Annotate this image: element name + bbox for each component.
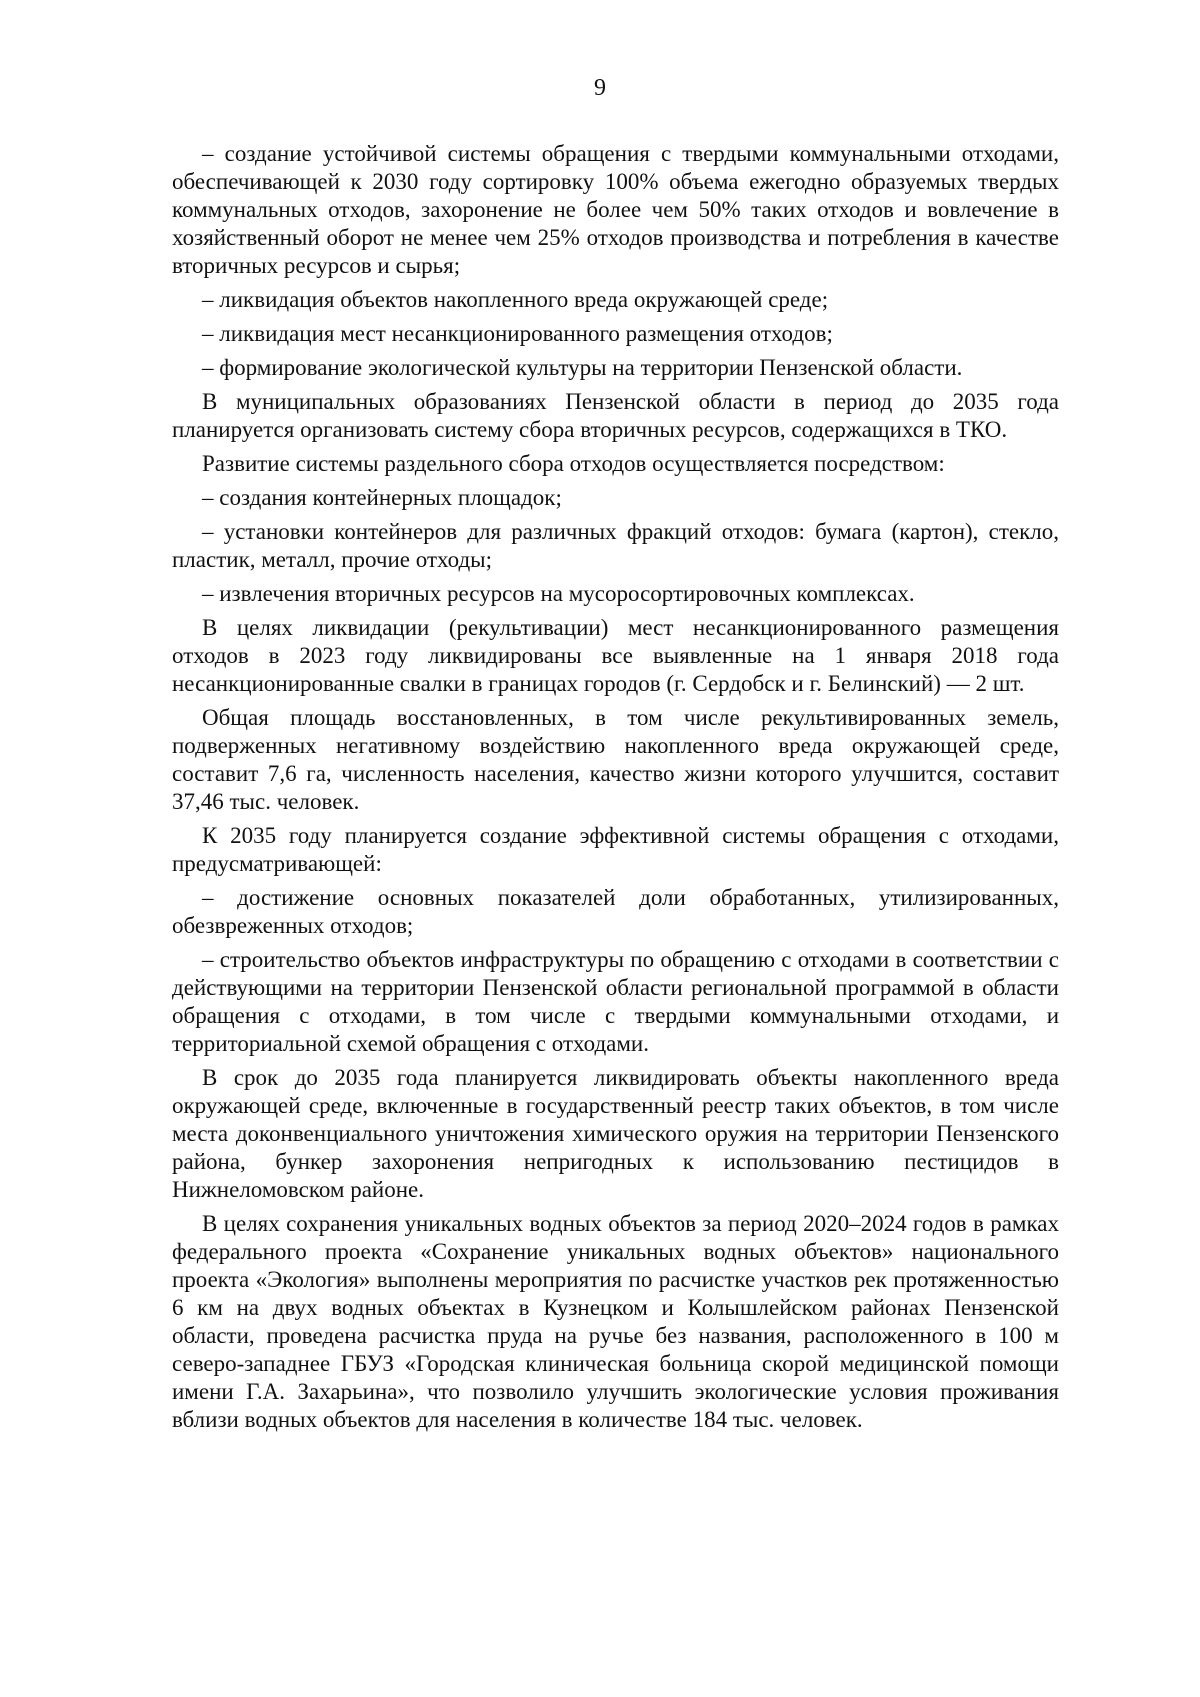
paragraph: – достижение основных показателей доли обработанных, утилизированных, обезвреженных отходов; [172, 885, 1059, 938]
paragraph: – установки контейнеров для различных фракций отходов: бумага (картон), стекло, пластик, металл, прочие отходы; [172, 519, 1059, 572]
paragraph: – создание устойчивой системы обращения с твердыми коммунальными отходами, обеспечивающей к 2030 году сортировку 100% объема ежегодно образуемых твердых коммунальных отходов, захоронение не более чем 50% таких отходов и вовлечение в хозяйственный оборот не менее чем 25% отходов производства и потребления в качестве вторичных ресурсов и сырья; [172, 141, 1059, 278]
paragraph: В целях ликвидации (рекультивации) мест несанкционированного размещения отходов в 2023 году ликвидированы все выявленные на 1 января 2018 года несанкционированные свалки в границах городов (г. Сердобск и г. Белинский) — 2 шт. [172, 615, 1059, 696]
page-number: 9 [594, 75, 606, 101]
paragraph: В целях сохранения уникальных водных объектов за период 2020–2024 годов в рамках федерального проекта «Сохранение уникальных водных объектов» национального проекта «Экология» выполнены мероприятия по расчистке участков рек протяженностью 6 км на двух водных объектах в Кузнецком и Колышлейском районах Пензенской области, проведена расчистка пруда на ручье без названия, расположенного в 100 м северо-западнее ГБУЗ «Городская клиническая больница скорой медицинской помощи имени Г.А. Захарьина», что позволило улучшить экологические условия проживания вблизи водных объектов для населения в количестве 184 тыс. человек. [172, 1211, 1059, 1432]
paragraph: Развитие системы раздельного сбора отходов осуществляется посредством: [202, 451, 945, 476]
paragraph: – ликвидация объектов накопленного вреда окружающей среде; [202, 287, 829, 312]
paragraph: В срок до 2035 года планируется ликвидировать объекты накопленного вреда окружающей среде, включенные в государственный реестр таких объектов, в том числе места доконвенциального уничтожения химического оружия на территории Пензенского района, бункер захоронения непригодных к использованию пестицидов в Нижнеломовском районе. [172, 1065, 1059, 1202]
paragraph: – ликвидация мест несанкционированного размещения отходов; [202, 321, 833, 346]
paragraph: – создания контейнерных площадок; [202, 485, 562, 510]
paragraph: Общая площадь восстановленных, в том числе рекультивированных земель, подверженных негативному воздействию накопленного вреда окружающей среде, составит 7,6 га, численность населения, качество жизни которого улучшится, составит 37,46 тыс. человек. [172, 705, 1059, 814]
paragraph: – формирование экологической культуры на территории Пензенской области. [202, 355, 963, 380]
document-body [172, 140, 1059, 1440]
paragraph: К 2035 году планируется создание эффективной системы обращения с отходами, предусматривающей: [172, 823, 1059, 876]
paragraph: – строительство объектов инфраструктуры по обращению с отходами в соответствии с действующими на территории Пензенской области региональной программой в области обращения с отходами, в том числе с твердыми коммунальными отходами, и территориальной схемой обращения с отходами. [172, 947, 1059, 1056]
paragraph: – извлечения вторичных ресурсов на мусоросортировочных комплексах. [202, 581, 915, 606]
paragraph: В муниципальных образованиях Пензенской области в период до 2035 года планируется организовать систему сбора вторичных ресурсов, содержащихся в ТКО. [172, 389, 1059, 442]
